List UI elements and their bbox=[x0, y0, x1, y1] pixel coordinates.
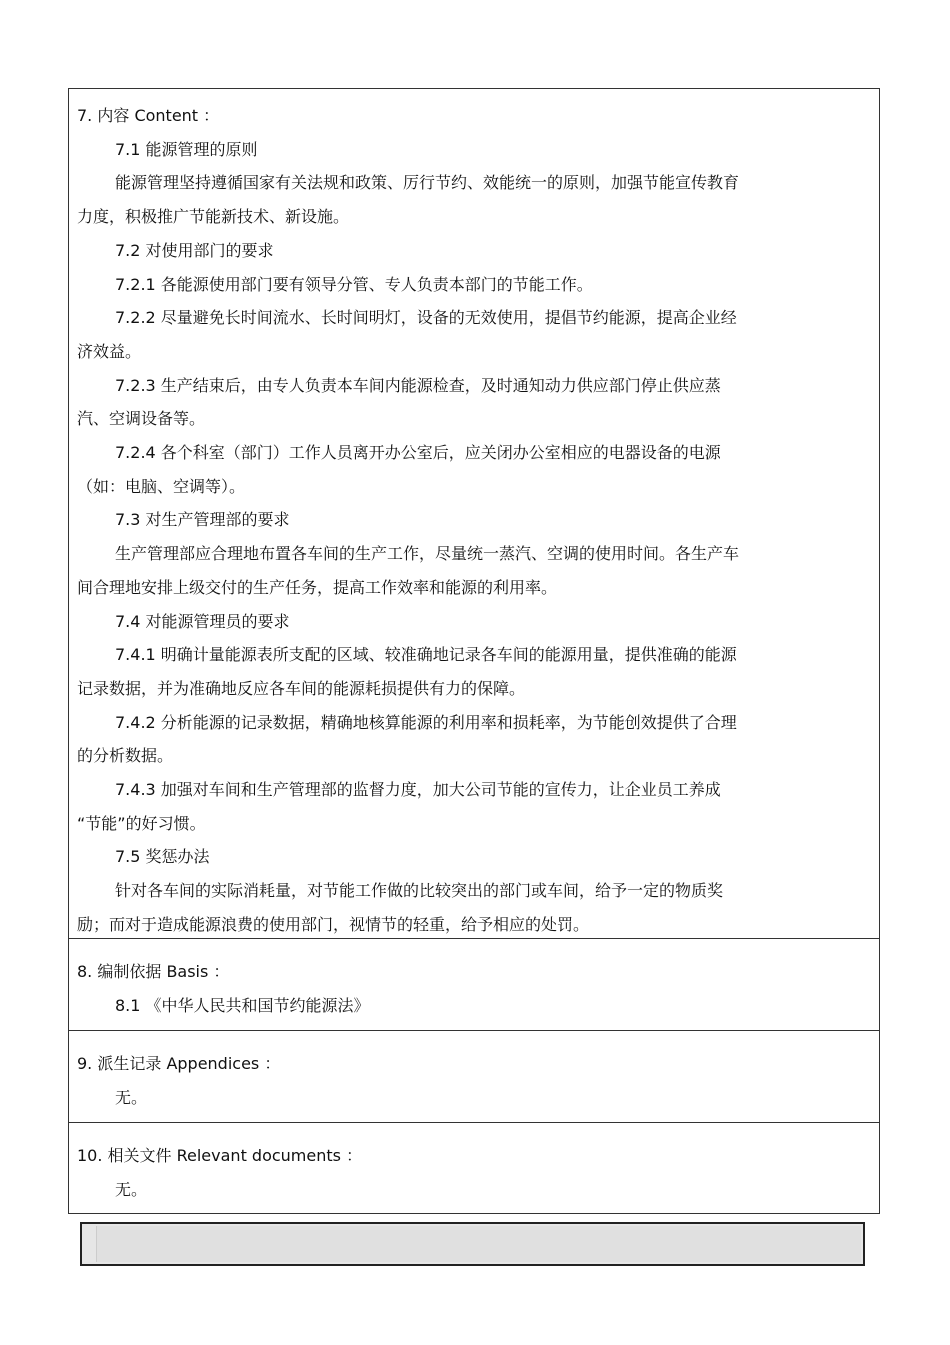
section-9-heading: 9. 派生记录 Appendices ： bbox=[77, 1054, 281, 1073]
section-8-heading: 8. 编制依据 Basis ： bbox=[77, 962, 230, 981]
section-7-4-3-line2: “节能”的好习惯。 bbox=[77, 813, 206, 833]
section-7-4-2-line1: 7.4.2 分析能源的记录数据，精确地核算能源的利用率和损耗率，为节能创效提供了合理 bbox=[115, 712, 737, 732]
section-7-4-3-line1: 7.4.3 加强对车间和生产管理部的监督力度，加大公司节能的宣传力，让企业员工养成 bbox=[115, 780, 721, 800]
section-8-cell bbox=[69, 939, 879, 1031]
document-table bbox=[68, 88, 880, 1214]
section-9-cell bbox=[69, 1031, 879, 1123]
section-7-1-para-line2: 力度，积极推广节能新技术、新设施。 bbox=[77, 207, 350, 227]
section-7-2-title: 7.2 对使用部门的要求 bbox=[115, 240, 274, 260]
section-10-cell bbox=[69, 1123, 879, 1213]
footer-bar bbox=[80, 1222, 865, 1266]
section-7-4-2-line2: 的分析数据。 bbox=[77, 746, 174, 766]
section-7-5-para-line2: 励；而对于造成能源浪费的使用部门，视情节的轻重，给予相应的处罚。 bbox=[77, 914, 590, 934]
section-10-heading: 10. 相关文件 Relevant documents ： bbox=[77, 1146, 363, 1165]
section-7-2-4-line2: （如：电脑、空调等）。 bbox=[77, 476, 246, 496]
section-7-heading: 7. 内容 Content ： bbox=[77, 106, 220, 125]
section-7-4-title: 7.4 对能源管理员的要求 bbox=[115, 611, 290, 631]
section-7-1-para-line1: 能源管理坚持遵循国家有关法规和政策、厉行节约、效能统一的原则，加强节能宣传教育 bbox=[115, 173, 740, 193]
section-7-4-1-line1: 7.4.1 明确计量能源表所支配的区域、较准确地记录各车间的能源用量，提供准确的能源 bbox=[115, 645, 737, 665]
section-7-3-title: 7.3 对生产管理部的要求 bbox=[115, 510, 290, 530]
section-10-body: 无。 bbox=[115, 1179, 148, 1199]
section-7-4-1-line2: 记录数据，并为准确地反应各车间的能源耗损提供有力的保障。 bbox=[77, 678, 526, 698]
section-7-5-para-line1: 针对各车间的实际消耗量，对节能工作做的比较突出的部门或车间，给予一定的物质奖 bbox=[115, 881, 724, 901]
section-7-2-3-line2: 汽、空调设备等。 bbox=[77, 409, 206, 429]
section-9-body: 无。 bbox=[115, 1087, 148, 1107]
section-7-2-4-line1: 7.2.4 各个科室（部门）工作人员离开办公室后，应关闭办公室相应的电器设备的电源 bbox=[115, 443, 721, 463]
section-7-cell bbox=[69, 89, 879, 939]
footer-bar-fill bbox=[96, 1226, 861, 1262]
section-7-1-title: 7.1 能源管理的原则 bbox=[115, 139, 258, 159]
section-7-2-2-line1: 7.2.2 尽量避免长时间流水、长时间明灯，设备的无效使用，提倡节约能源，提高企业经 bbox=[115, 308, 737, 328]
section-7-2-1: 7.2.1 各能源使用部门要有领导分管、专人负责本部门的节能工作。 bbox=[115, 274, 593, 294]
section-7-2-2-line2: 济效益。 bbox=[77, 341, 142, 361]
section-7-3-para-line2: 间合理地安排上级交付的生产任务，提高工作效率和能源的利用率。 bbox=[77, 577, 558, 597]
section-7-2-3-line1: 7.2.3 生产结束后，由专人负责本车间内能源检查，及时通知动力供应部门停止供应蒸 bbox=[115, 375, 721, 395]
section-8-1: 8.1 《中华人民共和国节约能源法》 bbox=[115, 995, 370, 1015]
section-7-3-para-line1: 生产管理部应合理地布置各车间的生产工作，尽量统一蒸汽、空调的使用时间。各生产车 bbox=[115, 544, 740, 564]
section-7-5-title: 7.5 奖惩办法 bbox=[115, 847, 210, 867]
